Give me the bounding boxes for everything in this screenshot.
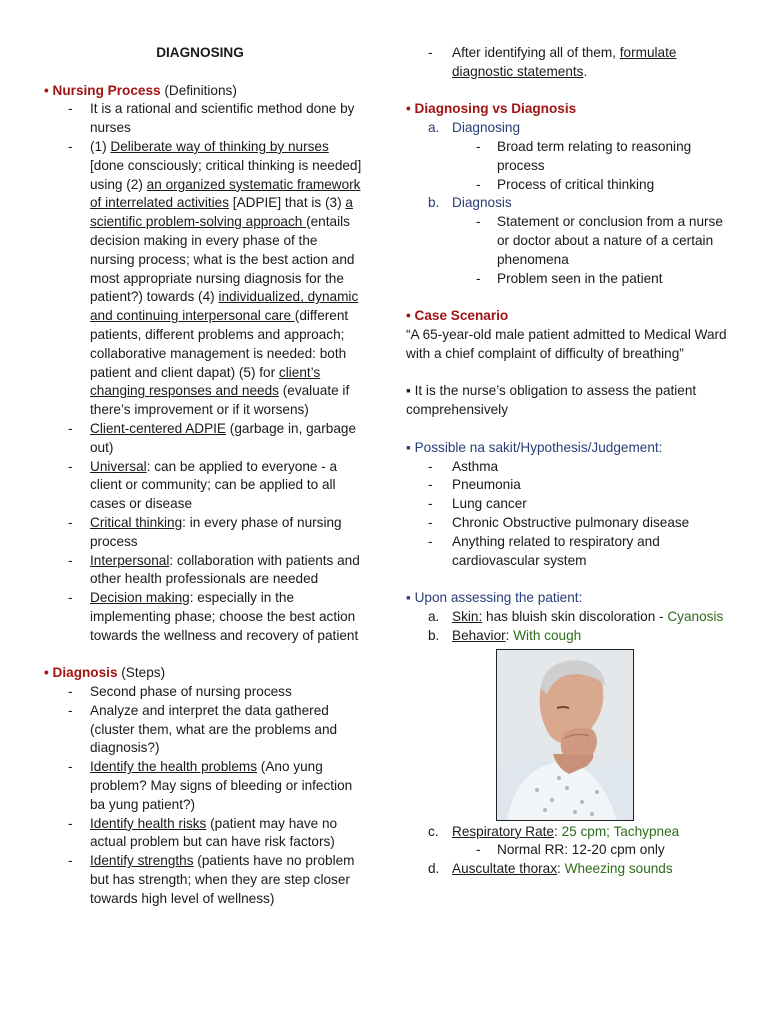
list-item: - Normal RR: 12-20 cpm only — [476, 842, 665, 858]
coughing-man-illustration — [497, 650, 633, 820]
list-item: d. Auscultate thorax: Wheezing sounds — [428, 861, 673, 877]
list-item: c. Respiratory Rate: 25 cpm; Tachypnea — [428, 823, 680, 839]
list-item: - Universal: can be applied to everyone - a client or community; can be applied to all cases or disease — [68, 458, 338, 512]
case-quote: “A 65-year-old male patient admitted to Medical Ward with a chief complaint of difficulty of breathing” — [406, 326, 727, 361]
nursing-process-heading-label: • Nursing Process — [44, 82, 161, 98]
list-item: b. Behavior: With cough — [428, 627, 582, 643]
list-item: - Lung cancer — [428, 496, 527, 512]
nurse-obligation: ▪ It is the nurse’s obligation to assess the patient comprehensively — [406, 383, 697, 418]
list-item: - Statement or conclusion from a nurse or doctor about a nature of a certain phenomena — [476, 214, 723, 267]
list-item: - Critical thinking: in every phase of nursing process — [68, 514, 342, 549]
list-item: - Broad term relating to reasoning process — [476, 138, 692, 173]
diagnosing-vs-diagnosis-heading: • Diagnosing vs Diagnosis — [406, 101, 577, 117]
list-item: - It is a rational and scientific method done by nurses — [68, 101, 355, 136]
list-item: - Anything related to respiratory and cardiovascular system — [428, 533, 660, 568]
list-item: - Chronic Obstructive pulmonary disease — [428, 514, 690, 530]
list-item: - (1) Deliberate way of thinking by nurses [done consciously; critical thinking is needed] using (2) an organized systematic framework of interrelated activities [ADPIE] that is (3) a scientific problem-solving approach (entails decision making in every phase of the nursing process; what is the best action and most appropriate nursing diagnosis for the patient?) towards (4) individualized, dynamic and continuing interpersonal care (different patients, different problems and approach; collaborative management is needed: both patient and client dapat) (5) for client’s changing responses and needs (evaluate if there’s improvement or if it worsens) — [68, 138, 362, 418]
coughing-patient-image — [496, 649, 634, 821]
page-title: DIAGNOSING — [156, 45, 244, 60]
assessment-heading: ▪ Upon assessing the patient: — [406, 590, 583, 606]
list-item: - Identify strengths (patients have no problem but has strength; when they are step closer towards high level of wellness) — [68, 853, 355, 906]
list-item: - Pneumonia — [428, 477, 521, 493]
list-item: - Interpersonal: collaboration with patients and other health professionals are needed — [68, 552, 360, 587]
case-scenario-heading: • Case Scenario — [406, 308, 509, 324]
list-item: - Analyze and interpret the data gathered (cluster them, what are the problems and diagnosis?) — [68, 702, 338, 756]
left-column — [44, 44, 364, 909]
list-item: a. Skin: has bluish skin discoloration - Cyanosis — [428, 608, 724, 624]
list-item: b. Diagnosis — [428, 195, 512, 211]
list-item: - Process of critical thinking — [476, 176, 655, 192]
list-item: - Client-centered ADPIE (garbage in, garbage out) — [68, 420, 357, 455]
list-item: - Asthma — [428, 458, 499, 474]
right-column — [406, 44, 736, 879]
list-item: - Identify health risks (patient may have no actual problem but can have risk factors) — [68, 815, 338, 850]
list-item: - Second phase of nursing process — [68, 684, 292, 700]
list-item: - Problem seen in the patient — [476, 270, 663, 286]
list-item: - Decision making: especially in the implementing phase; choose the best action towards the wellness and recovery of patient — [68, 590, 359, 643]
hypothesis-heading: ▪ Possible na sakit/Hypothesis/Judgement: — [406, 439, 663, 455]
list-item: a. Diagnosing — [428, 120, 521, 136]
nursing-process-heading: • Nursing Process (Definitions) — [44, 82, 237, 98]
diagnosis-steps-heading: • Diagnosis (Steps) — [44, 665, 166, 681]
list-item: - After identifying all of them, formulate diagnostic statements. — [428, 45, 677, 79]
list-item: - Identify the health problems (Ano yung problem? May signs of bleeding or infection ba yung patient?) — [68, 759, 353, 812]
